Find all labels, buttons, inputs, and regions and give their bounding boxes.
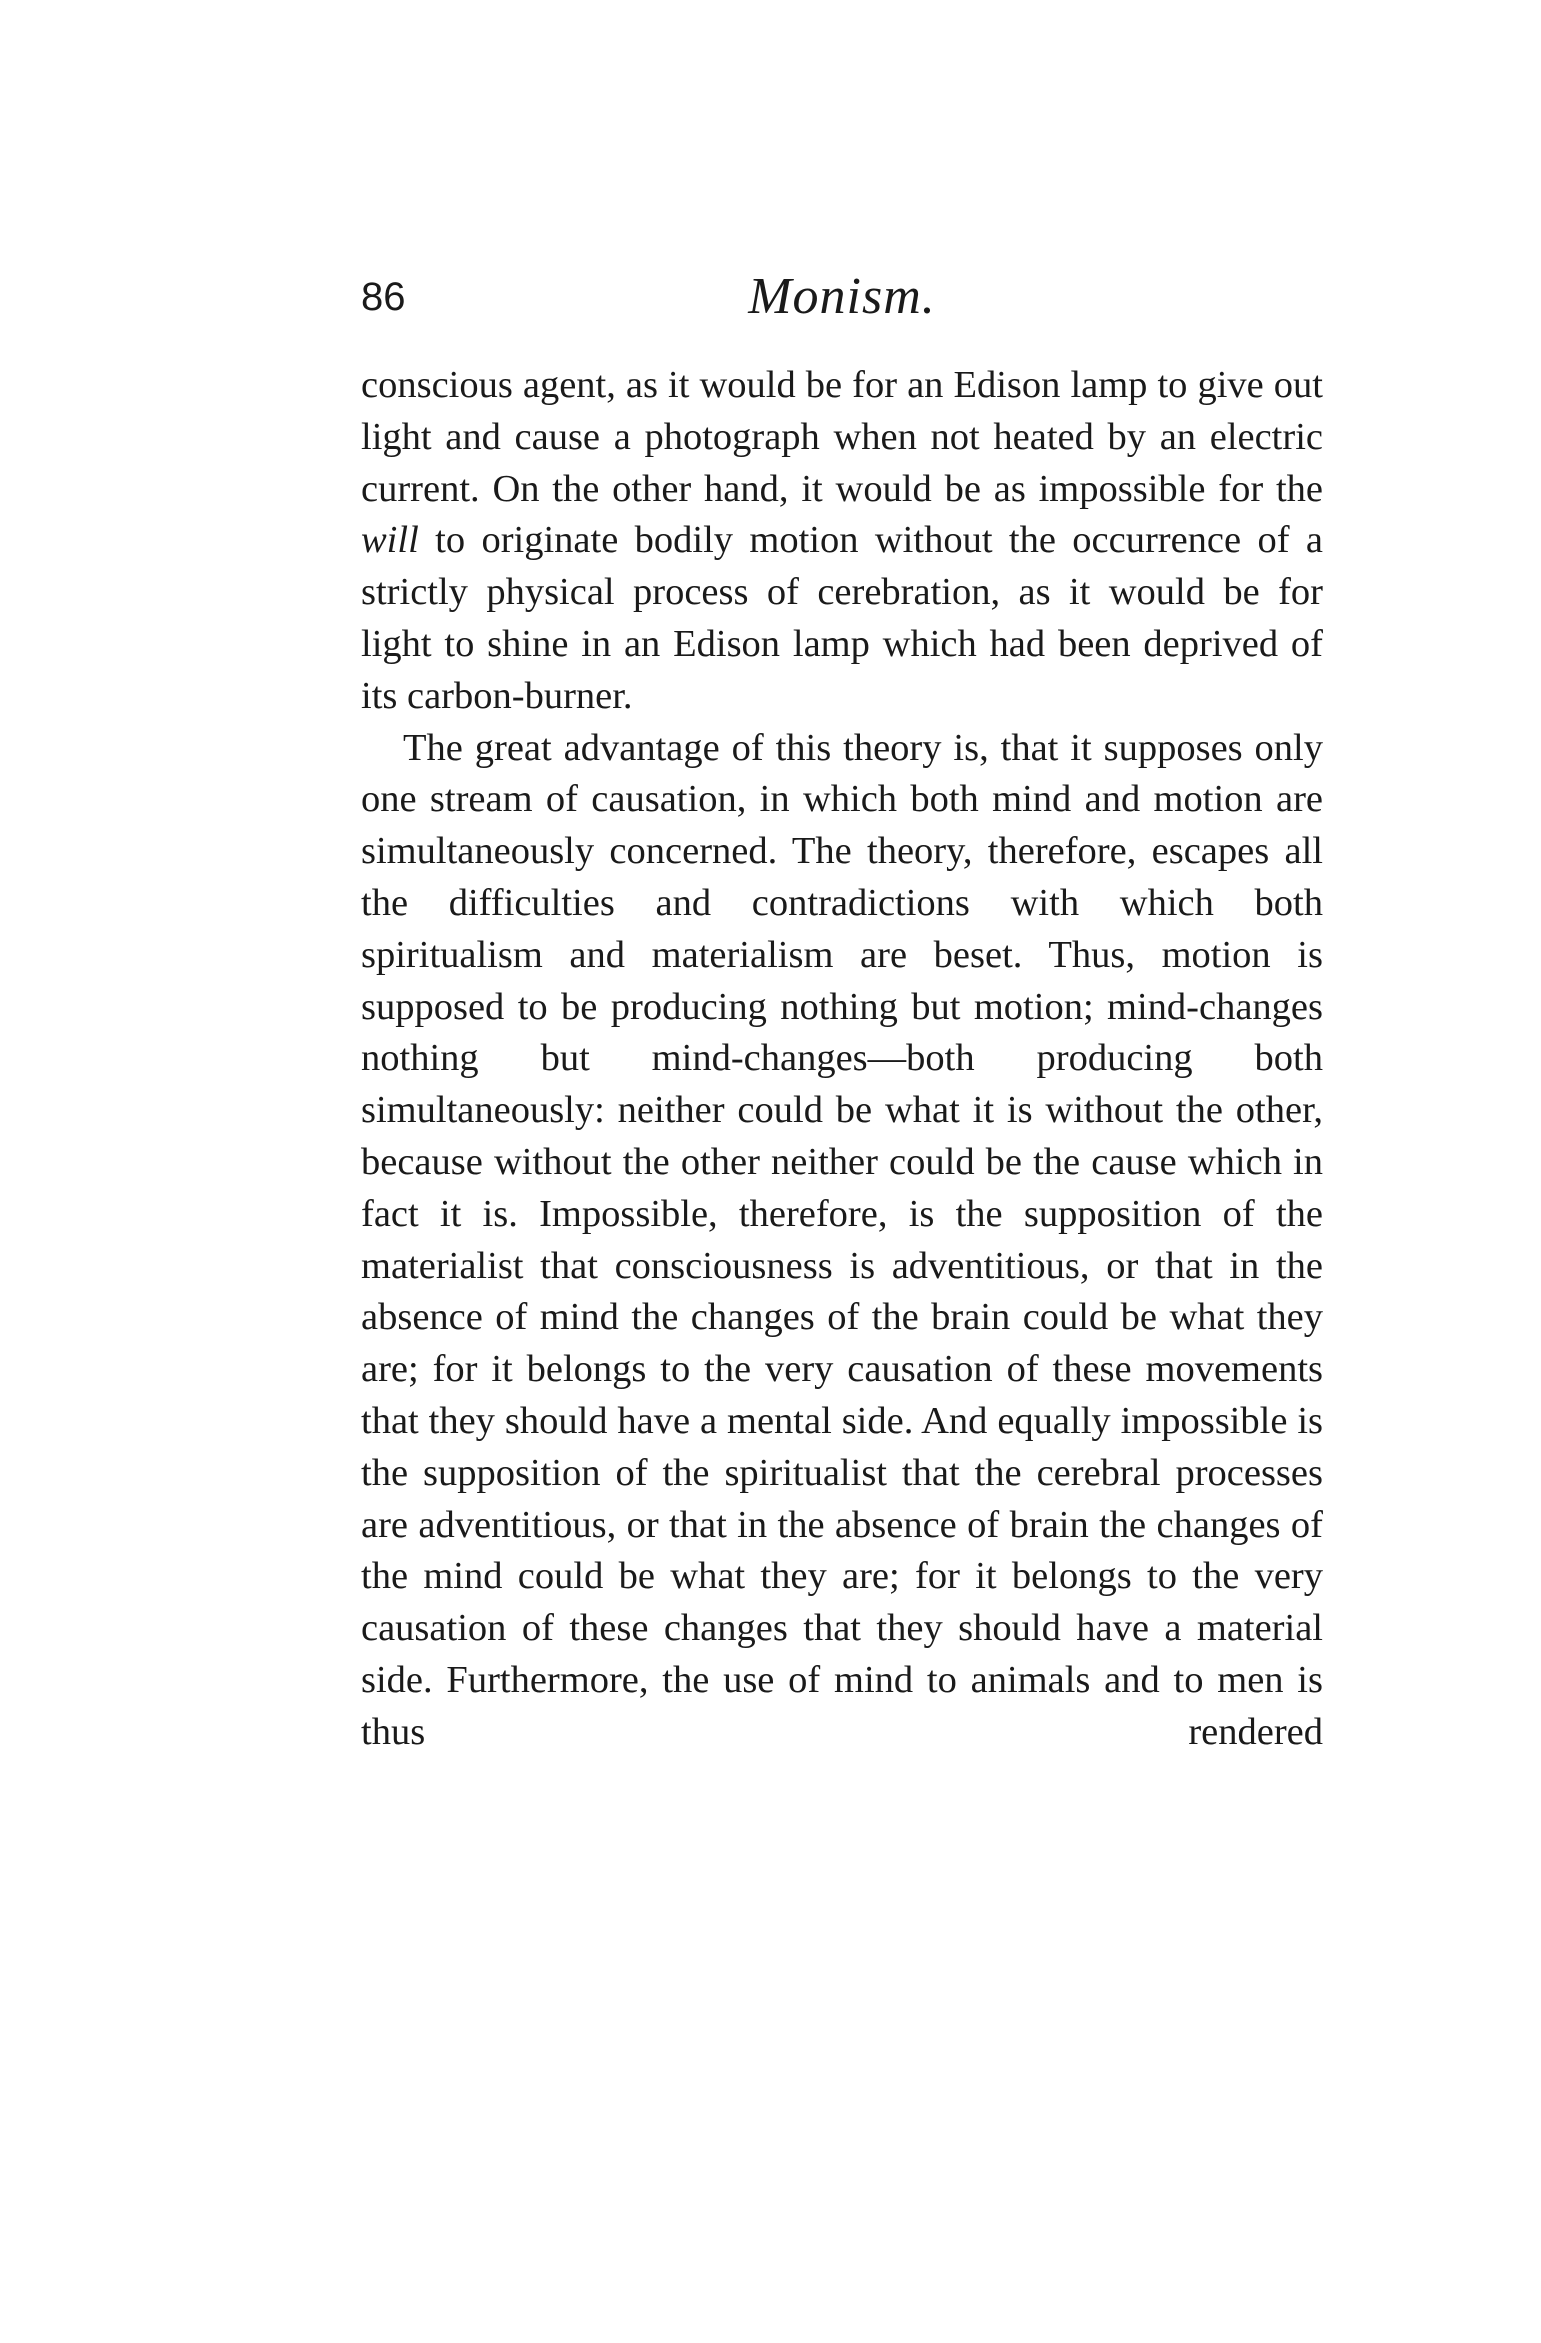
paragraph: [361, 360, 1323, 723]
running-title: Monism.: [748, 268, 936, 325]
page-header: [361, 262, 1323, 332]
body-text: [361, 360, 1323, 1759]
paragraph: [361, 723, 1323, 1759]
page-number: 86: [361, 275, 406, 319]
paragraph-text: conscious agent, as it would be for an Edison lamp to give out light and cause a photograph when not heated by an electric current. On the other hand, it would be as impossible for the: [361, 364, 1323, 510]
emphasized-word: will: [361, 519, 419, 562]
paragraph-text: to originate bodily motion without the occurrence of a strictly physical process of cerebration, as it would be for light to shine in an Edison lamp which had been deprived of its carbon-burner.: [361, 519, 1323, 717]
paragraph-text: The great advantage of this theory is, that it supposes only one stream of causation, in which both mind and motion are simultaneously concerned. The theory, therefore, escapes all the difficulties and contradictions with which both spiritualism and materialism are beset. Thus, motion is supposed to be producing nothing but motion; mind-changes nothing but mind-changes—both producing both simultaneously: neither could be what it is without the other, because without the other neither could be the cause which in fact it is. Impossible, therefore, is the supposition of the materialist that consciousness is adventitious, or that in the absence of mind the changes of the brain could be what they are; for it belongs to the very causation of these movements that they should have a mental side. And equally impossible is the supposition of the spiritualist that the cerebral processes are adventitious, or that in the absence of brain the changes of the mind could be what they are; for it belongs to the very causation of these changes that they should have a material side. Furthermore, the use of mind to animals and to men is thus rendered: [361, 726, 1323, 1753]
